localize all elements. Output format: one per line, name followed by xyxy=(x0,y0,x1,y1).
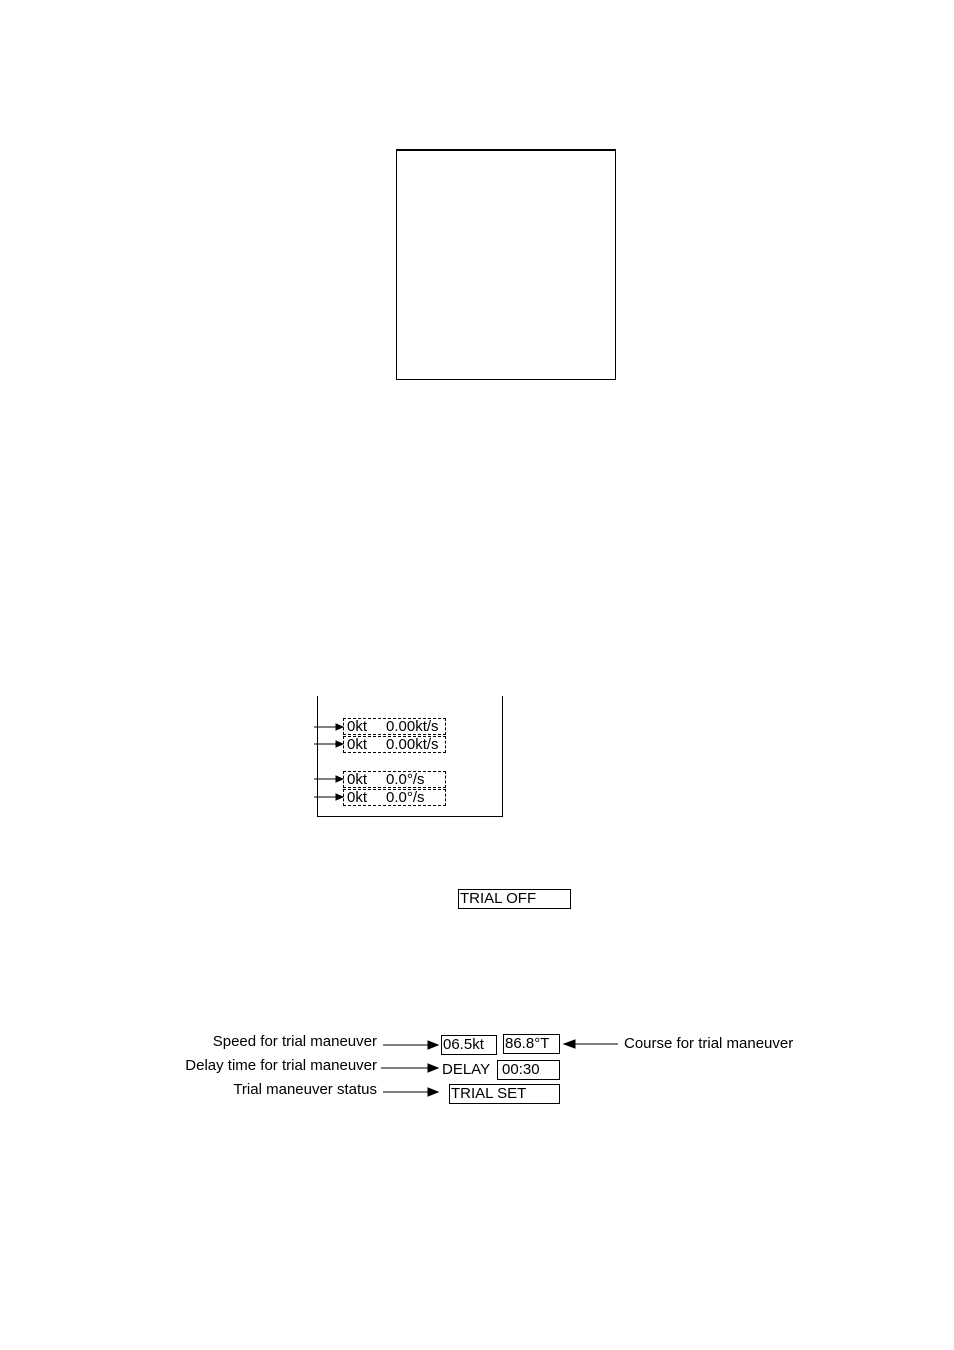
trial-speed-value: 06.5kt xyxy=(443,1036,484,1053)
callout-delay-label: Delay time for trial maneuver xyxy=(185,1057,377,1074)
callout-status-arrowhead xyxy=(428,1088,438,1096)
turn-row-2-rate: 0.0°/s xyxy=(386,789,425,806)
turn-row-2-arrowhead xyxy=(336,794,343,800)
speed-row-1-speed: 0kt xyxy=(347,718,368,735)
speed-row-2-speed: 0kt xyxy=(347,736,368,753)
callout-speed-arrowhead xyxy=(428,1041,438,1049)
callout-course-arrowhead xyxy=(564,1040,575,1048)
trial-course-value: 86.8°T xyxy=(505,1035,550,1052)
speed-row-1-rate: 0.00kt/s xyxy=(386,718,439,735)
callout-speed-label: Speed for trial maneuver xyxy=(212,1033,377,1050)
trial-status-value: TRIAL SET xyxy=(451,1085,527,1102)
trial-off-status: TRIAL OFF xyxy=(460,890,537,907)
speed-row-2-arrowhead xyxy=(336,741,343,747)
callout-status-label: Trial maneuver status xyxy=(233,1081,377,1098)
turn-row-1-rate: 0.0°/s xyxy=(386,771,425,788)
trial-delay-value: 00:30 xyxy=(502,1061,540,1078)
callout-course-label: Course for trial maneuver xyxy=(624,1035,794,1052)
turn-row-2-speed: 0kt xyxy=(347,789,368,806)
turn-row-1-speed: 0kt xyxy=(347,771,368,788)
turn-row-1-arrowhead xyxy=(336,776,343,782)
speed-row-1-arrowhead xyxy=(336,724,343,730)
trial-delay-label: DELAY xyxy=(442,1061,491,1078)
callout-delay-arrowhead xyxy=(428,1064,438,1072)
speed-row-2-rate: 0.00kt/s xyxy=(386,736,439,753)
